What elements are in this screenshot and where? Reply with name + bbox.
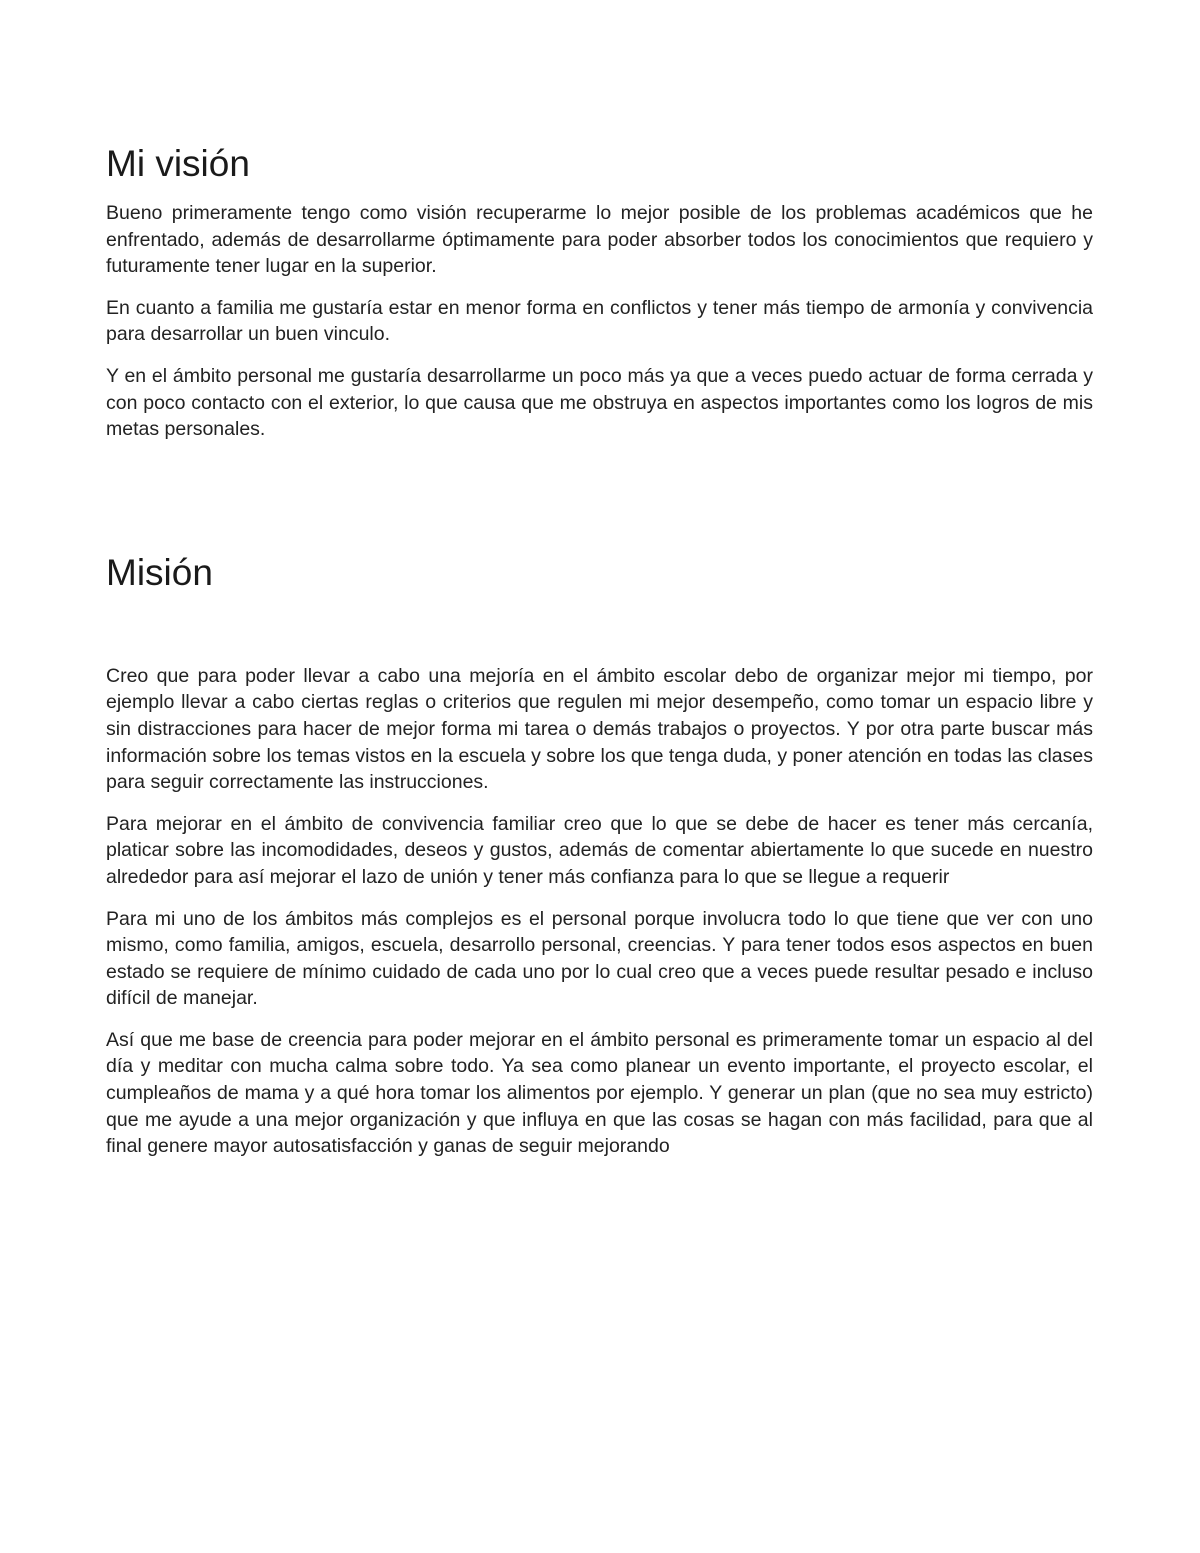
vision-paragraph-personal: Y en el ámbito personal me gustaría desarrollarme un poco más ya que a veces puedo actuar de forma cerrada y con poco contacto con el exterior, lo que causa que me obstruya en aspectos importantes como los logros de mis metas personales. bbox=[106, 364, 1093, 441]
vision-paragraph-family: En cuanto a familia me gustaría estar en menor forma en conflictos y tener más tiempo de armonía y convivencia para desarrollar un buen vinculo. bbox=[106, 296, 1093, 346]
mision-paragraph-family: Para mejorar en el ámbito de convivencia familiar creo que lo que se debe de hacer es tener más cercanía, platicar sobre las incomodidades, deseos y gustos, además de comentar abiertamente lo que sucede en nuestro alrededor para así mejorar el lazo de unión y tener más confianza para lo que se llegue a requerir bbox=[106, 812, 1093, 888]
mision-paragraph-school: Creo que para poder llevar a cabo una mejoría en el ámbito escolar debo de organizar mejor mi tiempo, por ejemplo llevar a cabo ciertas reglas o criterios que regulen mi mejor desempeño, como tomar un espacio libre y sin distracciones para hacer de mejor forma mi tarea o demás trabajos o proyectos. Y por otra parte buscar más información sobre los temas vistos en la escuela y sobre los que tenga duda, y poner atención en todas las clases para seguir correctamente las instrucciones. bbox=[106, 664, 1093, 794]
mision-heading: Misión bbox=[106, 551, 213, 593]
mision-section bbox=[106, 549, 1093, 1160]
vision-heading: Mi visión bbox=[106, 143, 250, 184]
vision-section bbox=[106, 140, 1093, 443]
mision-paragraph-personal-complex: Para mi uno de los ámbitos más complejos es el personal porque involucra todo lo que tiene que ver con uno mismo, como familia, amigos, escuela, desarrollo personal, creencias. Y para tener todos esos aspectos en buen estado se requiere de mínimo cuidado de cada uno por lo cual creo que a veces puede resultar pesado e incluso difícil de manejar. bbox=[106, 907, 1093, 1010]
mision-paragraph-personal-plan: Así que me base de creencia para poder mejorar en el ámbito personal es primeramente tomar un espacio al del día y meditar con mucha calma sobre todo. Ya sea como planear un evento importante, el proyecto escolar, el cumpleaños de mama y a qué hora tomar los alimentos por ejemplo. Y generar un plan (que no sea muy estricto) que me ayude a una mejor organización y que influya en que las cosas se hagan con más facilidad, para que al final genere mayor autosatisfacción y ganas de seguir mejorando bbox=[106, 1028, 1093, 1158]
vision-paragraph-academic: Bueno primeramente tengo como visión recuperarme lo mejor posible de los problemas académicos que he enfrentado, además de desarrollarme óptimamente para poder absorber todos los conocimientos que requiero y futuramente tener lugar en la superior. bbox=[106, 202, 1093, 278]
